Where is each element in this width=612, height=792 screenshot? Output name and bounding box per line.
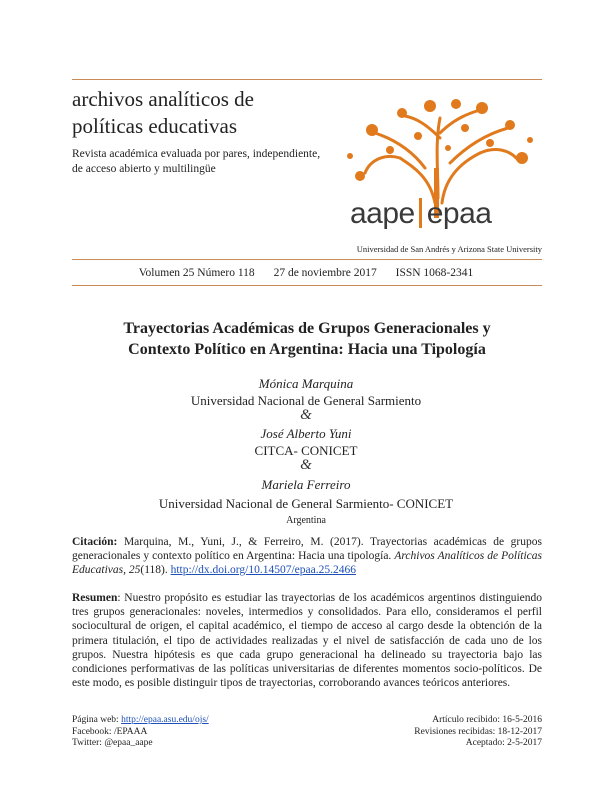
university-line: Universidad de San Andrés y Arizona State University	[356, 244, 542, 254]
author-affiliation: CITCA- CONICET	[254, 443, 358, 458]
logo-wordmark	[350, 197, 492, 231]
author-country: Argentina	[286, 515, 326, 526]
author-affiliation: Universidad Nacional de General Sarmiento	[190, 393, 422, 408]
author-affiliation: Universidad Nacional de General Sarmiento- CONICET	[158, 496, 454, 511]
footer-revised: Revisiones recibidas: 18-12-2017	[414, 726, 542, 737]
article-title-line2: Contexto Político en Argentina: Hacia una Tipología	[128, 341, 486, 358]
journal-title-line1: archivos analíticos de	[72, 87, 254, 111]
footer-web-label: Página web:	[72, 715, 122, 725]
journal-desc-line1: Revista académica evaluada por pares, independiente,	[72, 148, 321, 160]
author-name: Mónica Marquina	[258, 376, 354, 391]
article-title-line1: Trayectorias Académicas de Grupos Generacionales y	[123, 320, 491, 337]
issue-date: 27 de noviembre 2017	[273, 267, 377, 279]
footer-web	[72, 715, 209, 727]
footer-received: Artículo recibido: 16-5-2016	[432, 715, 542, 725]
citation-issue: (118).	[140, 564, 171, 576]
website-link[interactable]: http://epaa.asu.edu/ojs/	[121, 715, 209, 725]
citation-volume: 25	[128, 564, 141, 576]
citation-after-journal: ,	[123, 564, 129, 576]
journal-title-line2: políticas educativas	[72, 114, 238, 138]
logo-divider	[419, 198, 422, 228]
author-name: José Alberto Yuni	[260, 426, 352, 441]
citation-label: Citación:	[72, 536, 118, 548]
author-name: Mariela Ferreiro	[261, 477, 351, 492]
footer-accepted: Aceptado: 2-5-2017	[465, 738, 542, 748]
issue-volume: Volumen 25 Número 118	[138, 267, 255, 279]
top-rule	[72, 79, 542, 80]
citation-journal: Archivos Analíticos de Políticas Educativas	[72, 550, 542, 576]
issue-issn: ISSN 1068-2341	[395, 267, 474, 279]
author-separator: &	[300, 407, 312, 423]
journal-desc-line2: de acceso abierto y multilingüe	[72, 163, 216, 175]
abstract	[72, 591, 542, 690]
abstract-text: : Nuestro propósito es estudiar las trayectorias de los académicos argentinos distinguiendo tres grupos generacionales: noveles, intermedios y consolidados. Para ello, consideramos el perfil sociocultural de origen, el capital académico, el tiempo de acceso al cargo desde la obtención de la primera titulación, el tipo de actividades realizadas y el nivel de satisfacción de cada uno de los grupos. Nuestra hipótesis es que cada grupo generacional ha delineado su trayectoria bajo las condiciones performativas de las políticas universitarias de diferentes momentos socio-políticos. De este modo, es posible distinguir tipos de trayectorias, corroborando avances teóricos anteriores.	[72, 592, 542, 690]
citation	[72, 535, 542, 577]
issue-top-rule	[72, 259, 542, 260]
doi-link[interactable]: http://dx.doi.org/10.14507/epaa.25.2466	[170, 564, 356, 576]
footer-dates	[414, 715, 542, 750]
citation-text: Marquina, M., Yuni, J., & Ferreiro, M. (2017). Trayectorias académicas de grupos generacionales y contexto político en Argentina: Hacia una tipología.	[72, 536, 542, 562]
article-title	[72, 318, 542, 360]
journal-title	[72, 86, 254, 140]
issue-bottom-rule	[72, 285, 542, 286]
logo-left-text: aape	[350, 197, 415, 230]
author-separator: &	[300, 457, 312, 473]
journal-description	[72, 147, 342, 177]
issue-info	[0, 267, 612, 279]
footer-facebook: Facebook: /EPAAA	[72, 726, 148, 737]
abstract-label: Resumen	[72, 592, 118, 604]
logo-right-text: epaa	[426, 197, 492, 230]
footer-twitter: Twitter: @epaa_aape	[72, 738, 153, 748]
footer-contact	[72, 715, 209, 750]
